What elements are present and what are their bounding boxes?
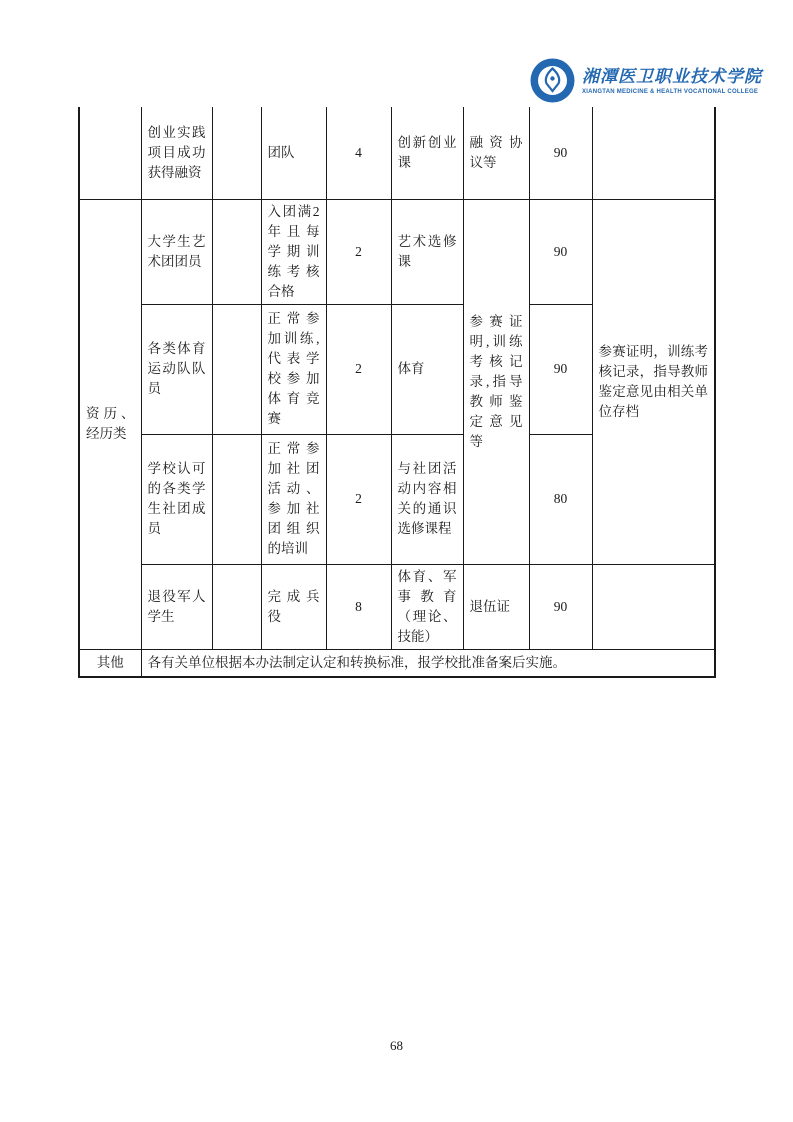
cell-credits: 2 bbox=[326, 304, 391, 434]
table-row-other bbox=[79, 649, 715, 677]
cell-empty bbox=[212, 304, 261, 434]
cell-proof: 融资协议等 bbox=[463, 107, 529, 199]
cell-course: 体育、军事教育（理论、技能） bbox=[391, 564, 463, 649]
cell-condition: 完成兵役 bbox=[261, 564, 326, 649]
cell-item: 大学生艺术团团员 bbox=[141, 199, 212, 304]
cell-course: 创新创业课 bbox=[391, 107, 463, 199]
college-name-zh: 湘潭医卫职业技术学院 bbox=[582, 67, 762, 87]
cell-empty bbox=[212, 107, 261, 199]
table-row bbox=[79, 564, 715, 649]
cell-credits: 8 bbox=[326, 564, 391, 649]
cell-other-label: 其他 bbox=[79, 649, 141, 677]
cell-empty bbox=[212, 199, 261, 304]
cell-item: 退役军人学生 bbox=[141, 564, 212, 649]
cell-score: 90 bbox=[529, 199, 592, 304]
table-container bbox=[78, 107, 716, 678]
cell-condition: 正常参加训练,代表学校参加体育竞赛 bbox=[261, 304, 326, 434]
cell-other-content: 各有关单位根据本办法制定认定和转换标准，报学校批准备案后实施。 bbox=[141, 649, 715, 677]
cell-category-empty bbox=[79, 107, 141, 199]
cell-condition: 入团满2年且每学期训练考核合格 bbox=[261, 199, 326, 304]
college-logo bbox=[530, 58, 762, 103]
cell-proof-merged: 参赛证明,训练考核记录,指导教师鉴定意见等 bbox=[463, 199, 529, 564]
cell-course: 艺术选修课 bbox=[391, 199, 463, 304]
cell-remark-empty bbox=[592, 564, 715, 649]
cell-condition: 正常参加社团活动、参加社团组织的培训 bbox=[261, 434, 326, 564]
cell-score: 90 bbox=[529, 107, 592, 199]
cell-empty bbox=[212, 434, 261, 564]
cell-item: 学校认可的各类学生社团成员 bbox=[141, 434, 212, 564]
cell-remark-empty bbox=[592, 107, 715, 199]
cell-score: 80 bbox=[529, 434, 592, 564]
cell-score: 90 bbox=[529, 564, 592, 649]
college-name-en: XIANGTAN MEDICINE & HEALTH VOCATIONAL COLLEGE bbox=[582, 88, 759, 95]
cell-course: 与社团活动内容相关的通识选修课程 bbox=[391, 434, 463, 564]
cell-proof: 退伍证 bbox=[463, 564, 529, 649]
cell-item: 创业实践项目成功获得融资 bbox=[141, 107, 212, 199]
college-name-block bbox=[582, 66, 762, 94]
cell-item: 各类体育运动队队员 bbox=[141, 304, 212, 434]
cell-remark-merged: 参赛证明，训练考核记录，指导教师鉴定意见由相关单位存档 bbox=[592, 199, 715, 564]
cell-empty bbox=[212, 564, 261, 649]
cell-credits: 4 bbox=[326, 107, 391, 199]
page-number: 68 bbox=[390, 1038, 403, 1053]
cell-course: 体育 bbox=[391, 304, 463, 434]
cell-condition: 团队 bbox=[261, 107, 326, 199]
cell-category: 资历、经历类 bbox=[79, 199, 141, 649]
cell-credits: 2 bbox=[326, 434, 391, 564]
table-row bbox=[79, 199, 715, 304]
cell-credits: 2 bbox=[326, 199, 391, 304]
credit-conversion-table bbox=[78, 107, 716, 678]
cell-score: 90 bbox=[529, 304, 592, 434]
table-row bbox=[79, 107, 715, 199]
college-seal-icon bbox=[530, 58, 575, 103]
